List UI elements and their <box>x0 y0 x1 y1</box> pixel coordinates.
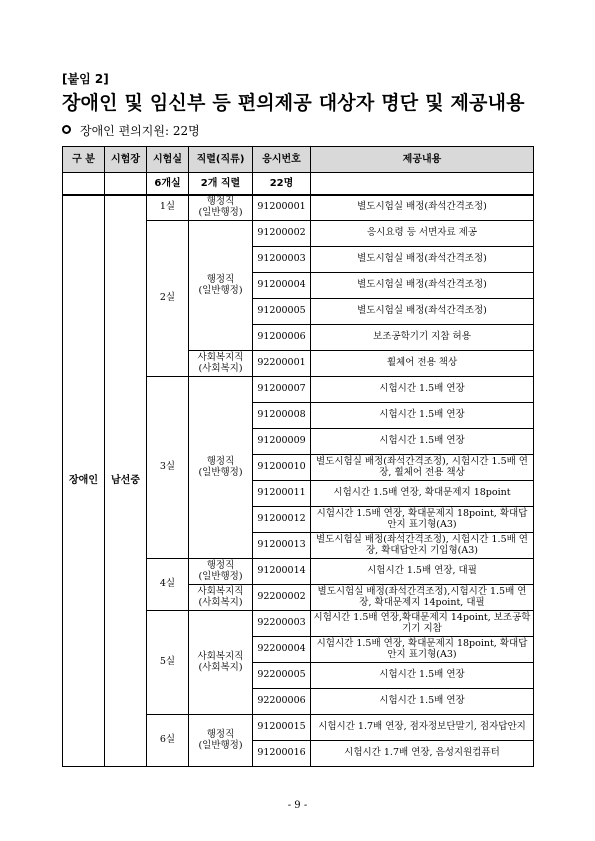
content-cell: 시험시간 1.5배 연장, 확대문제지 18point <box>311 481 534 507</box>
series-cell: 행정직 (일반행정) <box>189 559 253 585</box>
content-cell: 응시요령 등 서면자료 제공 <box>311 221 534 247</box>
content-cell: 시험시간 1.5배 연장 <box>311 689 534 715</box>
content-cell: 시험시간 1.5배 연장, 대필 <box>311 559 534 585</box>
content-cell: 휠체어 전용 책상 <box>311 351 534 377</box>
content-cell: 별도시험실 배정(좌석간격조정) <box>311 247 534 273</box>
summary-row <box>63 173 534 195</box>
section-subtitle <box>62 122 200 139</box>
room-cell: 4실 <box>147 559 189 611</box>
exam-number: 92200005 <box>253 663 311 689</box>
page-number: - 9 - <box>287 800 308 811</box>
accommodation-table <box>62 146 534 767</box>
content-cell: 시험시간 1.5배 연장,확대문제지 14point, 보조공학기기 지참 <box>311 611 534 637</box>
content-cell: 별도시험실 배정(좌석간격조정),시험시간 1.5배 연장, 확대문제지 14point, 대필 <box>311 585 534 611</box>
exam-number: 91200016 <box>253 741 311 767</box>
subtitle-text: 장애인 편의지원: 22명 <box>80 124 200 138</box>
exam-number: 92200006 <box>253 689 311 715</box>
attachment-tag: [붙임 2] <box>62 72 109 86</box>
exam-number: 92200004 <box>253 637 311 663</box>
table-header-row <box>63 147 534 173</box>
content-cell: 시험시간 1.7배 연장, 음성지원컴퓨터 <box>311 741 534 767</box>
summary-series: 2개 직렬 <box>189 173 253 195</box>
header-cell: 시험장 <box>105 147 147 173</box>
series-cell: 사회복지직 (사회복지) <box>189 611 253 715</box>
exam-number: 91200006 <box>253 325 311 351</box>
series-cell: 행정직 (일반행정) <box>189 195 253 221</box>
content-cell: 별도시험실 배정(좌석간격조정) <box>311 273 534 299</box>
exam-number: 91200015 <box>253 715 311 741</box>
content-cell: 별도시험실 배정(좌석간격조정) <box>311 299 534 325</box>
content-cell: 시험시간 1.5배 연장 <box>311 403 534 429</box>
exam-number: 91200009 <box>253 429 311 455</box>
content-cell: 별도시험실 배정(좌석간격조정), 시험시간 1.5배 연장, 휠체어 전용 책상 <box>311 455 534 481</box>
exam-number: 91200007 <box>253 377 311 403</box>
exam-number: 91200010 <box>253 455 311 481</box>
exam-number: 91200008 <box>253 403 311 429</box>
content-cell: 시험시간 1.5배 연장 <box>311 663 534 689</box>
series-cell: 사회복지직 (사회복지) <box>189 351 253 377</box>
exam-number: 91200004 <box>253 273 311 299</box>
venue-cell: 남선중 <box>105 195 147 767</box>
summary-count: 22명 <box>253 173 311 195</box>
exam-number: 92200002 <box>253 585 311 611</box>
exam-number: 92200001 <box>253 351 311 377</box>
series-cell: 행정직 (일반행정) <box>189 377 253 559</box>
content-cell: 별도시험실 배정(좌석간격조정) <box>311 195 534 221</box>
content-cell: 시험시간 1.5배 연장, 확대문제지 18point, 확대답안지 표기형(A3) <box>311 637 534 663</box>
header-cell: 직렬(직류) <box>189 147 253 173</box>
exam-number: 91200014 <box>253 559 311 585</box>
series-cell: 행정직 (일반행정) <box>189 221 253 351</box>
exam-number: 91200012 <box>253 507 311 533</box>
exam-number: 91200002 <box>253 221 311 247</box>
circle-bullet-icon <box>62 125 71 134</box>
content-cell: 시험시간 1.5배 연장, 확대문제지 18point, 확대답안지 표기형(A3) <box>311 507 534 533</box>
exam-number: 91200005 <box>253 299 311 325</box>
summary-rooms: 6개실 <box>147 173 189 195</box>
content-cell: 시험시간 1.7배 연장, 점자정보단말기, 점자답안지 <box>311 715 534 741</box>
exam-number: 91200011 <box>253 481 311 507</box>
content-cell: 시험시간 1.5배 연장 <box>311 429 534 455</box>
room-cell: 1실 <box>147 195 189 221</box>
page-title: 장애인 및 임신부 등 편의제공 대상자 명단 및 제공내용 <box>62 92 525 114</box>
content-cell: 별도시험실 배정(좌석간격조정), 시험시간 1.5배 연장, 확대답안지 기입형(A3) <box>311 533 534 559</box>
content-cell: 보조공학기기 지참 허용 <box>311 325 534 351</box>
exam-number: 91200013 <box>253 533 311 559</box>
category-cell: 장애인 <box>63 195 105 767</box>
header-cell: 구 분 <box>63 147 105 173</box>
room-cell: 6실 <box>147 715 189 767</box>
series-cell: 사회복지직 (사회복지) <box>189 585 253 611</box>
exam-number: 91200003 <box>253 247 311 273</box>
exam-number: 91200001 <box>253 195 311 221</box>
series-cell: 행정직 (일반행정) <box>189 715 253 767</box>
header-cell: 제공내용 <box>311 147 534 173</box>
room-cell: 3실 <box>147 377 189 559</box>
room-cell: 2실 <box>147 221 189 377</box>
header-cell: 응시번호 <box>253 147 311 173</box>
content-cell: 시험시간 1.5배 연장 <box>311 377 534 403</box>
room-cell: 5실 <box>147 611 189 715</box>
header-cell: 시험실 <box>147 147 189 173</box>
table-row <box>63 195 534 221</box>
exam-number: 92200003 <box>253 611 311 637</box>
